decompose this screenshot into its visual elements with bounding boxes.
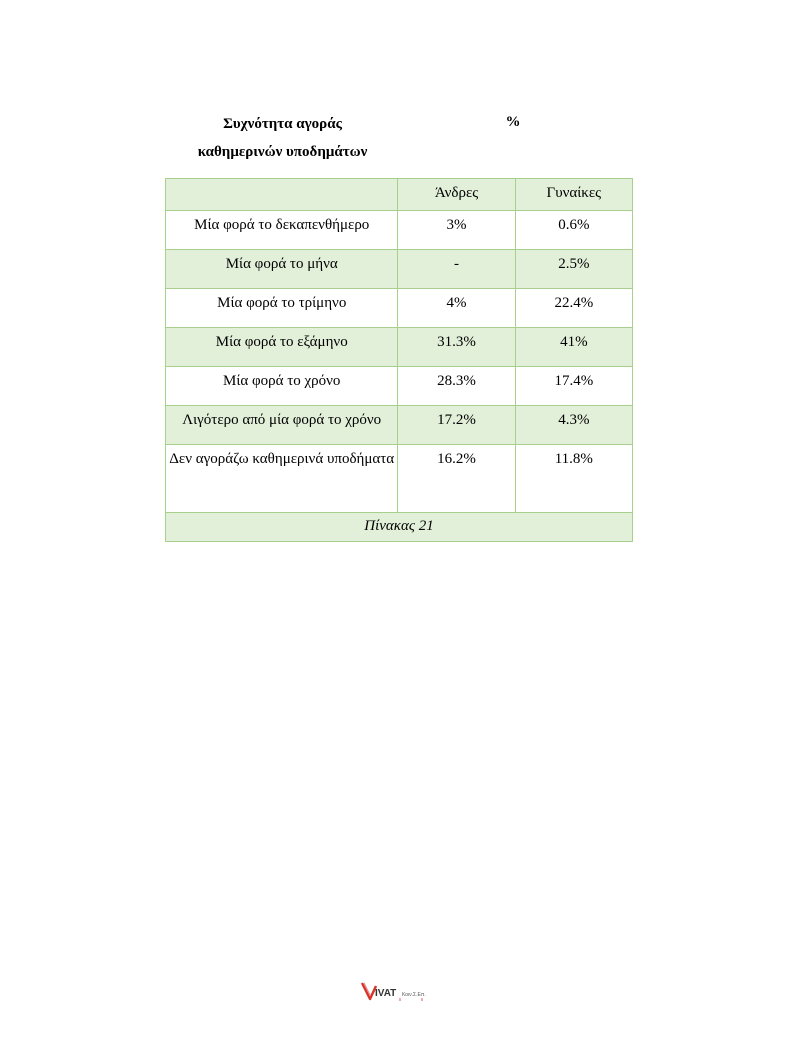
row-label: Λιγότερο από μία φορά το χρόνο (166, 406, 398, 445)
header-cell-empty (166, 179, 398, 211)
logo-text: IVAT (375, 988, 397, 999)
men-value: - (398, 250, 515, 289)
table-caption-row (166, 513, 633, 542)
table-row (166, 367, 633, 406)
women-value: 11.8% (515, 445, 632, 513)
heading-line-1: Συχνότητα αγοράς (223, 116, 342, 132)
men-value: 28.3% (398, 367, 515, 406)
heading-line-2: καθημερινών υποδημάτων (197, 144, 368, 160)
row-label: Δεν αγοράζω καθημερινά υποδήματα (166, 445, 398, 513)
row-label: Μία φορά το εξάμηνο (166, 328, 398, 367)
row-label: Μία φορά το τρίμηνο (166, 289, 398, 328)
header-cell-men: Άνδρες (398, 179, 515, 211)
men-value: 16.2% (398, 445, 515, 513)
table-row (166, 328, 633, 367)
percent-heading: % (505, 114, 521, 130)
women-value: 22.4% (515, 289, 632, 328)
women-value: 17.4% (515, 367, 632, 406)
men-value: 17.2% (398, 406, 515, 445)
data-table (165, 178, 633, 542)
table-row (166, 445, 633, 513)
table-caption: Πίνακας 21 (166, 513, 633, 542)
men-value: 31.3% (398, 328, 515, 367)
row-label: Μία φορά το δεκαπενθήμερο (166, 211, 398, 250)
women-value: 4.3% (515, 406, 632, 445)
women-value: 0.6% (515, 211, 632, 250)
row-label: Μία φορά το μήνα (166, 250, 398, 289)
table-header-row (166, 179, 633, 211)
logo-subtext: Κοιν.Σ.Επ. (402, 992, 426, 998)
row-label: Μία φορά το χρόνο (166, 367, 398, 406)
table-row (166, 289, 633, 328)
table-row (166, 211, 633, 250)
men-value: 3% (398, 211, 515, 250)
vivat-logo (360, 980, 450, 1002)
logo-v-mark-icon (362, 983, 376, 999)
women-value: 41% (515, 328, 632, 367)
table-row (166, 250, 633, 289)
header-cell-women: Γυναίκες (515, 179, 632, 211)
table-heading (175, 110, 390, 166)
table-row (166, 406, 633, 445)
men-value: 4% (398, 289, 515, 328)
women-value: 2.5% (515, 250, 632, 289)
